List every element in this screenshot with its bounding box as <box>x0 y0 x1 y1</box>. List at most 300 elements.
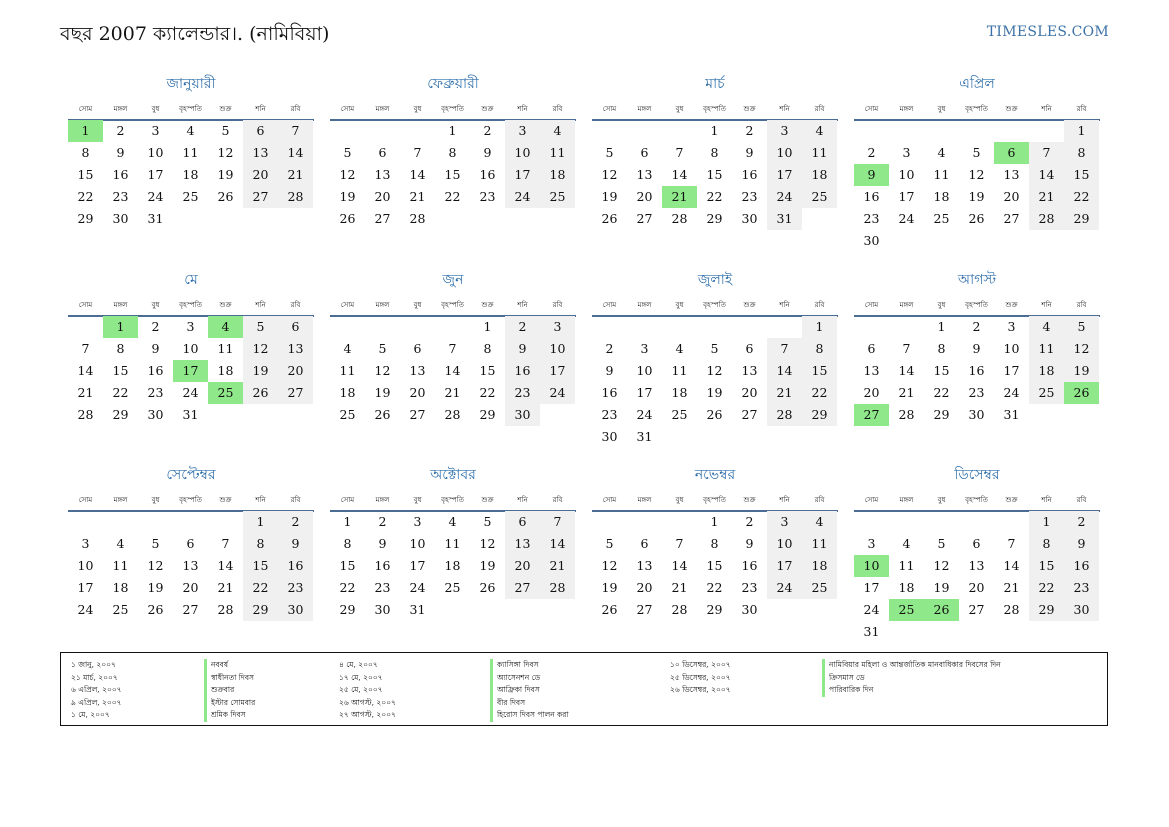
weekday-label: শনি <box>255 105 266 113</box>
day-cell: 5 <box>378 341 387 356</box>
day-cell: 26 <box>339 211 356 226</box>
day-cell: 30 <box>1064 599 1099 621</box>
day-cell: 10 <box>409 536 426 551</box>
day-cell: 26 <box>243 382 278 404</box>
weekday-header <box>854 103 1100 121</box>
day-cell: 9 <box>745 145 754 160</box>
day-cell: 14 <box>671 558 688 573</box>
weekday-label: বৃহস্পতি <box>703 301 726 309</box>
day-cell: 10 <box>182 341 199 356</box>
day-cell: 24 <box>505 186 540 208</box>
weekday-label: বৃহস্পতি <box>965 496 988 504</box>
weekday-label: শুক্র <box>743 301 756 309</box>
day-cell: 13 <box>741 363 758 378</box>
weekday-label: শনি <box>517 301 528 309</box>
day-cell: 9 <box>605 363 614 378</box>
day-cell: 19 <box>968 189 985 204</box>
day-cell: 4 <box>802 120 837 142</box>
day-cell: 20 <box>636 189 653 204</box>
holiday-day-cell: 17 <box>173 360 208 382</box>
day-cell: 23 <box>374 580 391 595</box>
weekday-label: বুধ <box>413 496 422 504</box>
holiday-day-cell: 25 <box>889 599 924 621</box>
weekday-label: বুধ <box>413 301 422 309</box>
weekday-label: রবি <box>1076 105 1087 113</box>
day-cell: 8 <box>343 536 352 551</box>
day-cell: 17 <box>505 164 540 186</box>
day-cell: 7 <box>81 341 90 356</box>
day-cell: 3 <box>902 145 911 160</box>
day-cell: 17 <box>767 164 802 186</box>
day-cell: 2 <box>151 319 160 334</box>
day-cell: 12 <box>147 558 164 573</box>
day-cell: 3 <box>1007 319 1016 334</box>
day-cell: 15 <box>706 558 723 573</box>
day-cell: 23 <box>741 580 758 595</box>
legend-date: ২৬ ডিসেম্বর, ২০০৭ <box>670 685 731 695</box>
day-cell: 17 <box>77 580 94 595</box>
weekday-label: সোম <box>78 496 93 504</box>
day-cell: 11 <box>339 363 356 378</box>
legend-holiday-name: নববর্ষ <box>211 660 228 669</box>
day-cell: 1 <box>343 514 352 529</box>
day-cell: 7 <box>221 536 230 551</box>
day-cell: 25 <box>802 186 837 208</box>
day-cell: 24 <box>767 186 802 208</box>
day-cell: 10 <box>1003 341 1020 356</box>
day-cell: 2 <box>745 514 754 529</box>
weekday-label: শনি <box>779 105 790 113</box>
day-cell: 22 <box>706 580 723 595</box>
holiday-day-cell: 27 <box>854 404 889 426</box>
day-cell: 17 <box>147 167 164 182</box>
month-block <box>854 463 1100 653</box>
day-cell: 4 <box>1029 316 1064 338</box>
weekday-label: মঙ্গল <box>637 496 652 504</box>
day-cell: 12 <box>217 145 234 160</box>
day-cell: 27 <box>182 602 199 617</box>
day-cell: 27 <box>968 602 985 617</box>
day-cell: 29 <box>339 602 356 617</box>
day-cell: 11 <box>444 536 461 551</box>
day-cell: 9 <box>483 145 492 160</box>
weekday-label: শনি <box>1041 105 1052 113</box>
day-cell: 13 <box>968 558 985 573</box>
day-cell: 30 <box>374 602 391 617</box>
day-cell: 19 <box>706 385 723 400</box>
legend-date: ১ জানু, ২০০৭ <box>71 660 116 669</box>
month-name: সেপ্টেম্বর <box>166 467 216 483</box>
day-cell: 31 <box>182 407 199 422</box>
day-cell: 2 <box>605 341 614 356</box>
weekday-label: বৃহস্পতি <box>179 301 202 309</box>
day-cell: 27 <box>409 407 426 422</box>
weekday-label: বুধ <box>413 105 422 113</box>
day-cell: 28 <box>540 577 575 599</box>
day-cell: 5 <box>605 536 614 551</box>
day-cell: 29 <box>1029 599 1064 621</box>
day-cell: 23 <box>112 189 129 204</box>
day-cell: 20 <box>243 164 278 186</box>
day-cell: 16 <box>505 360 540 382</box>
day-cell: 31 <box>863 624 880 639</box>
weekday-label: মঙ্গল <box>375 301 390 309</box>
day-cell: 29 <box>479 407 496 422</box>
weekday-label: বৃহস্পতি <box>965 105 988 113</box>
holiday-day-cell: 25 <box>208 382 243 404</box>
day-cell: 10 <box>77 558 94 573</box>
weekday-label: রবি <box>814 105 825 113</box>
weekday-label: শনি <box>779 496 790 504</box>
day-cell: 17 <box>540 360 575 382</box>
day-cell: 7 <box>1029 142 1064 164</box>
day-cell: 18 <box>802 164 837 186</box>
day-cell: 13 <box>374 167 391 182</box>
day-cell: 8 <box>1064 142 1099 164</box>
weekday-label: বুধ <box>937 301 946 309</box>
day-cell: 17 <box>863 580 880 595</box>
weekday-label: সোম <box>864 105 879 113</box>
day-cell: 21 <box>1003 580 1020 595</box>
weekday-header <box>330 494 576 512</box>
weekday-label: সোম <box>340 496 355 504</box>
weekday-label: বুধ <box>937 496 946 504</box>
legend-holiday-name: হিরোস দিবস পালন করা <box>497 710 569 720</box>
day-cell: 28 <box>278 186 313 208</box>
month-name: জুন <box>442 272 464 288</box>
legend-holiday-name: ইস্টার সোমবার <box>211 697 256 707</box>
day-cell: 8 <box>937 341 946 356</box>
day-cell: 16 <box>863 189 880 204</box>
day-cell: 28 <box>1029 208 1064 230</box>
day-cell: 7 <box>278 120 313 142</box>
day-cell: 24 <box>898 211 915 226</box>
legend-date: ৬ এপ্রিল, ২০০৭ <box>71 685 122 695</box>
weekday-label: বৃহস্পতি <box>441 105 464 113</box>
day-cell: 30 <box>278 599 313 621</box>
day-cell: 25 <box>112 602 129 617</box>
day-cell: 6 <box>278 316 313 338</box>
day-cell: 11 <box>540 142 575 164</box>
month-block <box>330 72 576 262</box>
day-cell: 9 <box>151 341 160 356</box>
day-cell: 26 <box>968 211 985 226</box>
day-cell: 2 <box>972 319 981 334</box>
weekday-label: শুক্র <box>743 105 756 113</box>
day-cell: 12 <box>601 167 618 182</box>
day-cell: 19 <box>479 558 496 573</box>
weekday-label: বুধ <box>937 105 946 113</box>
day-cell: 25 <box>339 407 356 422</box>
weekday-label: বৃহস্পতি <box>703 105 726 113</box>
legend-holiday-name: স্বাধীনতা দিবস <box>211 672 254 682</box>
day-cell: 31 <box>147 211 164 226</box>
day-cell: 18 <box>444 558 461 573</box>
day-cell: 9 <box>972 341 981 356</box>
weekday-header <box>592 494 838 512</box>
day-cell: 9 <box>116 145 125 160</box>
day-cell: 3 <box>81 536 90 551</box>
day-cell: 14 <box>1029 164 1064 186</box>
month-name: নভেম্বর <box>694 467 736 483</box>
day-cell: 28 <box>671 211 688 226</box>
day-cell: 11 <box>802 533 837 555</box>
day-cell: 11 <box>898 558 915 573</box>
day-cell: 21 <box>540 555 575 577</box>
weekday-label: রবি <box>1076 301 1087 309</box>
day-cell: 30 <box>968 407 985 422</box>
day-cell: 20 <box>182 580 199 595</box>
month-name: এপ্রিল <box>959 76 995 92</box>
day-cell: 3 <box>767 511 802 533</box>
day-cell: 4 <box>902 536 911 551</box>
site-link[interactable]: TIMESLES.COM <box>986 24 1109 40</box>
day-cell: 7 <box>902 341 911 356</box>
weekday-label: রবি <box>814 301 825 309</box>
day-cell: 2 <box>483 123 492 138</box>
day-cell: 28 <box>1003 602 1020 617</box>
weekday-label: শুক্র <box>481 496 494 504</box>
day-cell: 18 <box>182 167 199 182</box>
weekday-label: বুধ <box>151 301 160 309</box>
day-cell: 25 <box>933 211 950 226</box>
day-cell: 3 <box>867 536 876 551</box>
legend-date: ৯ এপ্রিল, ২০০৭ <box>71 697 122 707</box>
day-cell: 21 <box>217 580 234 595</box>
day-cell: 16 <box>601 385 618 400</box>
day-cell: 14 <box>444 363 461 378</box>
month-block <box>68 463 314 653</box>
day-cell: 13 <box>505 533 540 555</box>
weekday-label: সোম <box>78 301 93 309</box>
day-cell: 18 <box>339 385 356 400</box>
day-cell: 20 <box>741 385 758 400</box>
legend-names-col2 <box>490 659 569 722</box>
day-cell: 20 <box>1003 189 1020 204</box>
day-cell: 6 <box>186 536 195 551</box>
day-cell: 6 <box>243 120 278 142</box>
day-cell: 8 <box>81 145 90 160</box>
weekday-label: শুক্র <box>481 301 494 309</box>
day-cell: 25 <box>671 407 688 422</box>
day-cell: 25 <box>444 580 461 595</box>
day-cell: 24 <box>409 580 426 595</box>
day-cell: 8 <box>802 338 837 360</box>
day-cell: 3 <box>413 514 422 529</box>
day-cell: 1 <box>710 123 719 138</box>
day-cell: 1 <box>483 319 492 334</box>
holiday-day-cell: 26 <box>924 599 959 621</box>
day-cell: 5 <box>151 536 160 551</box>
legend-date: ২৫ ডিসেম্বর, ২০০৭ <box>670 672 731 682</box>
weekday-label: বৃহস্পতি <box>441 301 464 309</box>
holiday-day-cell: 26 <box>1064 382 1099 404</box>
weekday-header <box>68 494 314 512</box>
day-cell: 26 <box>147 602 164 617</box>
day-cell: 30 <box>112 211 129 226</box>
day-cell: 26 <box>706 407 723 422</box>
day-cell: 31 <box>767 208 802 230</box>
weekday-header <box>330 103 576 121</box>
day-cell: 2 <box>378 514 387 529</box>
day-cell: 29 <box>933 407 950 422</box>
day-cell: 13 <box>409 363 426 378</box>
day-cell: 21 <box>767 382 802 404</box>
day-cell: 11 <box>1029 338 1064 360</box>
weekday-label: শুক্র <box>219 496 232 504</box>
day-cell: 9 <box>378 536 387 551</box>
day-cell: 22 <box>933 385 950 400</box>
day-cell: 10 <box>540 338 575 360</box>
weekday-label: রবি <box>1076 496 1087 504</box>
day-cell: 1 <box>1029 511 1064 533</box>
day-cell: 20 <box>863 385 880 400</box>
weekday-label: শুক্র <box>219 301 232 309</box>
weekday-label: সোম <box>340 105 355 113</box>
day-cell: 18 <box>112 580 129 595</box>
month-name: আগস্ট <box>957 272 997 288</box>
weekday-label: মঙ্গল <box>375 496 390 504</box>
day-cell: 17 <box>767 555 802 577</box>
weekday-label: শনি <box>779 301 790 309</box>
legend-dates-col3 <box>670 659 731 697</box>
legend-holiday-name: ক্রিসমাস ডে <box>829 672 865 682</box>
day-cell: 29 <box>1064 208 1099 230</box>
weekday-label: মঙ্গল <box>899 105 914 113</box>
day-cell: 28 <box>671 602 688 617</box>
day-cell: 25 <box>1029 382 1064 404</box>
day-cell: 18 <box>898 580 915 595</box>
day-cell: 28 <box>767 404 802 426</box>
day-cell: 23 <box>505 382 540 404</box>
weekday-label: সোম <box>602 105 617 113</box>
day-cell: 22 <box>77 189 94 204</box>
day-cell: 23 <box>863 211 880 226</box>
calendar-grid <box>68 72 1102 647</box>
day-cell: 26 <box>217 189 234 204</box>
day-cell: 16 <box>278 555 313 577</box>
day-cell: 4 <box>186 123 195 138</box>
weekday-header <box>854 494 1100 512</box>
weekday-label: বৃহস্পতি <box>441 496 464 504</box>
day-cell: 14 <box>767 360 802 382</box>
day-cell: 3 <box>505 120 540 142</box>
weekday-label: শনি <box>255 301 266 309</box>
month-block <box>592 268 838 458</box>
weekday-label: শুক্র <box>219 105 232 113</box>
weekday-label: সোম <box>602 496 617 504</box>
day-cell: 27 <box>636 602 653 617</box>
day-cell: 11 <box>182 145 199 160</box>
legend-date: ১৭ মে, ২০০৭ <box>339 672 383 682</box>
day-cell: 21 <box>77 385 94 400</box>
day-cell: 8 <box>243 533 278 555</box>
day-cell: 30 <box>505 404 540 426</box>
day-cell: 16 <box>374 558 391 573</box>
month-block <box>68 72 314 262</box>
day-cell: 1 <box>710 514 719 529</box>
day-cell: 1 <box>937 319 946 334</box>
day-cell: 18 <box>933 189 950 204</box>
legend-date: ৪ মে, ২০০৭ <box>339 660 378 669</box>
day-cell: 5 <box>937 536 946 551</box>
day-cell: 22 <box>479 385 496 400</box>
day-cell: 18 <box>802 555 837 577</box>
weekday-label: শুক্র <box>1005 105 1018 113</box>
day-cell: 23 <box>479 189 496 204</box>
day-cell: 10 <box>636 363 653 378</box>
day-cell: 7 <box>540 511 575 533</box>
day-cell: 3 <box>540 316 575 338</box>
day-cell: 22 <box>243 577 278 599</box>
day-cell: 8 <box>710 145 719 160</box>
day-cell: 6 <box>640 145 649 160</box>
holiday-day-cell: 4 <box>208 316 243 338</box>
day-cell: 31 <box>409 602 426 617</box>
day-cell: 29 <box>802 404 837 426</box>
day-cell: 9 <box>505 338 540 360</box>
month-name: জুলাই <box>697 272 733 288</box>
holiday-day-cell: 1 <box>68 120 103 142</box>
day-cell: 24 <box>77 602 94 617</box>
weekday-header <box>854 299 1100 317</box>
day-cell: 23 <box>147 385 164 400</box>
day-cell: 3 <box>151 123 160 138</box>
day-cell: 16 <box>1064 555 1099 577</box>
day-cell: 7 <box>767 338 802 360</box>
day-cell: 9 <box>745 536 754 551</box>
day-cell: 10 <box>505 142 540 164</box>
day-cell: 24 <box>636 407 653 422</box>
day-cell: 5 <box>483 514 492 529</box>
day-cell: 24 <box>147 189 164 204</box>
weekday-label: বুধ <box>675 301 684 309</box>
day-cell: 15 <box>479 363 496 378</box>
month-name: ফেব্রুয়ারী <box>427 76 479 92</box>
day-cell: 20 <box>374 189 391 204</box>
day-cell: 5 <box>221 123 230 138</box>
day-cell: 7 <box>448 341 457 356</box>
weekday-label: মঙ্গল <box>899 496 914 504</box>
day-cell: 14 <box>671 167 688 182</box>
day-cell: 1 <box>448 123 457 138</box>
day-cell: 17 <box>898 189 915 204</box>
month-name: মে <box>184 272 198 288</box>
day-cell: 7 <box>1007 536 1016 551</box>
weekday-label: শুক্র <box>743 496 756 504</box>
day-cell: 30 <box>741 211 758 226</box>
weekday-header <box>68 299 314 317</box>
day-cell: 5 <box>1064 316 1099 338</box>
day-cell: 9 <box>278 533 313 555</box>
weekday-label: শনি <box>255 496 266 504</box>
day-cell: 31 <box>1003 407 1020 422</box>
day-cell: 16 <box>968 363 985 378</box>
day-cell: 20 <box>636 580 653 595</box>
weekday-label: শনি <box>517 105 528 113</box>
day-cell: 28 <box>898 407 915 422</box>
day-cell: 13 <box>182 558 199 573</box>
day-cell: 29 <box>243 599 278 621</box>
day-cell: 17 <box>1003 363 1020 378</box>
day-cell: 14 <box>1003 558 1020 573</box>
day-cell: 21 <box>444 385 461 400</box>
day-cell: 31 <box>636 429 653 444</box>
day-cell: 11 <box>933 167 950 182</box>
day-cell: 21 <box>671 580 688 595</box>
weekday-label: মঙ্গল <box>375 105 390 113</box>
day-cell: 4 <box>802 511 837 533</box>
